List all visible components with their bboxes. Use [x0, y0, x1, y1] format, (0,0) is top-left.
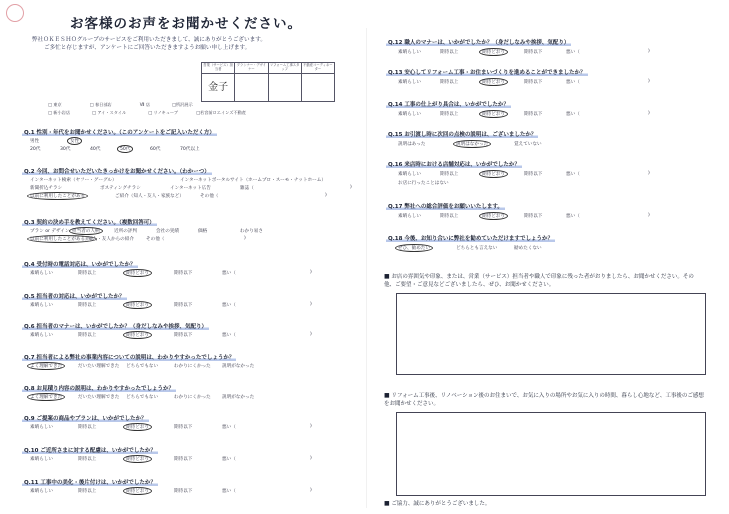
selected-answer[interactable]: 説明はなかった	[453, 140, 491, 148]
footer-thanks: ■ ご協力、誠にありがとうございました。	[384, 500, 491, 507]
answer-options	[398, 49, 650, 55]
selected-answer[interactable]: 期待どおり	[479, 78, 508, 86]
answer-option[interactable]: 期待以上	[78, 271, 97, 276]
answer-options	[30, 177, 330, 183]
answer-option[interactable]: 近所の評判	[114, 229, 137, 234]
selected-answer[interactable]: よく理解できた	[27, 362, 65, 370]
answer-option[interactable]: 悪い（	[566, 172, 580, 177]
staff-header: プランナー・デザイナー	[235, 63, 268, 73]
answer-option[interactable]: その他（	[146, 237, 165, 242]
intro-line-1: 弊社ＯＫＥＳＨＯグループのサービスをご利用いただきまして、誠にありがとうございます。	[32, 37, 266, 43]
question-label: Q.6 担当者のマナーは、いかがでしたか？（身だしなみや挨拶、気配り）	[24, 324, 208, 330]
answer-option[interactable]: 素晴らしい	[30, 333, 53, 338]
answer-option[interactable]: 期待以上	[78, 333, 97, 338]
answer-option[interactable]: 60代	[150, 147, 161, 152]
answer-option[interactable]: わかりにくかった	[174, 395, 211, 400]
answer-options	[30, 394, 270, 400]
answer-option[interactable]: 悪い（	[222, 489, 236, 494]
answer-option[interactable]: 覚えていない	[514, 142, 542, 147]
answer-option[interactable]: どちらとも言えない	[456, 246, 498, 251]
close-paren: )	[310, 302, 312, 307]
answer-option[interactable]: 期待以下	[174, 271, 193, 276]
answer-options	[30, 488, 312, 494]
selected-answer[interactable]: 期待どおり	[123, 269, 152, 277]
staff-value[interactable]	[302, 74, 334, 102]
answer-option[interactable]: だいたい理解できた	[78, 395, 120, 400]
answer-option[interactable]: 説明がなかった	[222, 364, 255, 369]
answer-options	[30, 146, 210, 152]
intro-text	[32, 36, 352, 52]
answer-option[interactable]: 期待以上	[78, 489, 97, 494]
comment-1-box[interactable]	[396, 293, 706, 375]
answer-option[interactable]: 期待以上	[440, 214, 459, 219]
answer-option[interactable]: 期待以上	[78, 425, 97, 430]
answer-option[interactable]: 説明はあった	[398, 142, 426, 147]
answer-options	[30, 185, 352, 191]
question-label: Q.12 職人のマナーは、いかがでしたか？（身だしなみや挨拶、気配り）	[388, 40, 570, 46]
answer-option[interactable]: 期待以上	[440, 112, 459, 117]
intro-line-2: ご多忙と存じますが、アンケートにご回答いただきますようお願い申し上げます。	[44, 45, 251, 51]
close-paren: )	[310, 332, 312, 337]
answer-option[interactable]: その他（	[200, 194, 219, 199]
selected-answer[interactable]: 期待どおり	[123, 455, 152, 463]
answer-option[interactable]: 価格	[198, 229, 208, 234]
answer-option[interactable]: お店に行ったことはない	[398, 181, 449, 186]
selected-answer[interactable]: 以前に利用したことがあるから	[27, 235, 97, 243]
comment-2-label: ■ リフォーム工事後、リノベーション後のお住まいで、お気に入りの場所やお気に入りの時間、暮らし心地など、工事後のご感想をお聞かせください。	[384, 392, 704, 407]
answer-option[interactable]: 素晴らしい	[30, 271, 53, 276]
answer-options	[30, 236, 246, 242]
answer-option[interactable]: 期待以上	[78, 303, 97, 308]
column-divider	[366, 28, 367, 508]
question-label: Q.4 受付時の電話対応は、いかがでしたか？	[24, 262, 136, 268]
page-title: お客様のお声をお聞かせください。	[70, 16, 302, 32]
close-paren: )	[325, 193, 327, 198]
answer-option[interactable]: 期待以上	[440, 80, 459, 85]
answer-option[interactable]: 期待以下	[174, 457, 193, 462]
staff-header: 営業（サービス）担当者	[202, 63, 235, 73]
question-label: Q.16 来店時における店舗対応は、いかがでしたか？	[388, 162, 520, 168]
selected-answer[interactable]: 期待どおり	[123, 331, 152, 339]
answer-option[interactable]: 期待以下	[174, 489, 193, 494]
answer-option[interactable]: 会社の実績	[156, 229, 179, 234]
store-check[interactable]: □ 新小岩店	[48, 109, 71, 115]
store-check[interactable]: □ リノキューブ	[148, 109, 179, 115]
store-check[interactable]: □ 春日部店	[89, 102, 112, 107]
answer-options	[30, 193, 327, 199]
store-check[interactable]: □所沢展示	[171, 102, 193, 107]
answer-option[interactable]: インターネット広告	[170, 186, 211, 191]
answer-option[interactable]: 悪い（	[222, 333, 236, 338]
store-check[interactable]: □若宮前ロエインズ不動産	[196, 109, 246, 115]
answer-options	[30, 270, 312, 276]
answer-option[interactable]: 悪い（	[566, 80, 580, 85]
answer-option[interactable]: 悪い（	[222, 457, 236, 462]
question-label: Q.11 工事中の美化・後片付けは、いかがでしたか？	[24, 480, 156, 486]
answer-options	[30, 424, 312, 430]
answer-option[interactable]: 素晴らしい	[398, 80, 421, 85]
answer-option[interactable]: 期待以上	[440, 50, 459, 55]
answer-options	[398, 141, 572, 147]
answer-option[interactable]: 期待以下	[524, 80, 543, 85]
answer-option[interactable]: インターネット検索（ヤフー・グーグル）	[30, 178, 117, 183]
answer-option[interactable]: 40代	[90, 147, 101, 152]
staff-value[interactable]	[235, 74, 268, 102]
close-paren: )	[648, 213, 650, 218]
question-label: Q.3 契約の決め手を教えてください。（複数回答可）	[24, 220, 155, 226]
answer-option[interactable]: どちらでもない	[126, 395, 159, 400]
answer-options	[30, 302, 312, 308]
answer-options	[398, 213, 650, 219]
selected-answer[interactable]: 女性	[67, 137, 82, 145]
answer-option[interactable]: 期待以下	[524, 214, 543, 219]
close-paren: )	[244, 236, 246, 241]
selected-answer[interactable]: よく理解できた	[27, 393, 65, 401]
answer-option[interactable]: 期待以下	[524, 112, 543, 117]
answer-option[interactable]: 素晴らしい	[398, 50, 421, 55]
selected-answer[interactable]: 期待どおり	[479, 170, 508, 178]
store-check[interactable]: □ 東京	[48, 102, 62, 107]
answer-option[interactable]: 素晴らしい	[398, 214, 421, 219]
answer-option[interactable]: 知人・友人からの紹介	[88, 237, 134, 242]
answer-options	[30, 332, 312, 338]
comment-2-box[interactable]	[396, 412, 706, 496]
answer-option[interactable]: 期待以下	[524, 50, 543, 55]
selected-answer[interactable]: 以前に利用したことがある	[27, 192, 88, 200]
answer-option[interactable]: 悪い（	[222, 303, 236, 308]
question-label: Q.7 担当者による弊社の事業内容についての説明は、わかりやすかったでしょうか？	[24, 355, 235, 361]
close-paren: )	[648, 171, 650, 176]
stamp-seal	[6, 4, 24, 22]
selected-answer[interactable]: 期待どおり	[123, 301, 152, 309]
staff-header: 不動産コーディネーター	[303, 63, 333, 71]
close-paren: )	[648, 111, 650, 116]
close-paren: )	[310, 456, 312, 461]
selected-answer[interactable]: ぜひ、勧めたい	[395, 244, 433, 252]
close-paren: )	[310, 488, 312, 493]
answer-options	[398, 171, 650, 177]
answer-option[interactable]: 期待以下	[174, 333, 193, 338]
question-label: Q.14 工事の仕上がり具合は、いかがでしたか？	[388, 102, 509, 108]
answer-option[interactable]: 素晴らしい	[30, 303, 53, 308]
question-label: Q.18 今後、お知り合いに弊社を勧めていただけますでしょうか？	[388, 236, 554, 242]
selected-answer[interactable]: 担当者の人柄	[69, 227, 103, 235]
selected-answer[interactable]: 期待どおり	[123, 487, 152, 495]
answer-option[interactable]: 期待以下	[174, 303, 193, 308]
answer-options	[30, 228, 282, 234]
answer-options	[398, 180, 478, 186]
selected-answer[interactable]: 50代	[117, 145, 133, 153]
answer-option[interactable]: わかり易さ	[240, 229, 263, 234]
answer-option[interactable]: プラン or デザイン	[30, 229, 70, 234]
answer-option[interactable]: 30代	[60, 147, 71, 152]
answer-options	[30, 138, 110, 144]
close-paren: )	[310, 424, 312, 429]
selected-answer[interactable]: 期待どおり	[479, 48, 508, 56]
answer-option[interactable]: 悪い（	[566, 50, 580, 55]
answer-option[interactable]: 勧めたくない	[514, 246, 542, 251]
question-label: Q.17 弊社への総合評価をお願いいたします。	[388, 204, 503, 210]
answer-options	[30, 456, 312, 462]
store-check[interactable]: □ アイ・スタイル	[92, 109, 127, 115]
question-label: Q.13 安心してリフォーム工事・お住まいづくりを進めることができましたか？	[388, 70, 586, 76]
answer-option[interactable]: 期待以上	[440, 172, 459, 177]
answer-option[interactable]: 新聞折込チラシ	[30, 186, 63, 191]
question-label: Q.10 ご近所さまに対する配慮は、いかがでしたか？	[24, 448, 156, 454]
answer-options	[30, 363, 270, 369]
answer-option[interactable]: 20代	[30, 147, 41, 152]
answer-option[interactable]: わかりにくかった	[174, 364, 211, 369]
answer-option[interactable]: 素晴らしい	[30, 457, 53, 462]
answer-option[interactable]: 期待以下	[524, 172, 543, 177]
question-label: Q.8 お見積り内容の説明は、わかりやすかったでしょうか？	[24, 386, 175, 392]
answer-option[interactable]: ご紹介（知人・友人・家族など）	[115, 194, 184, 199]
question-label: Q.5 担当者の対応は、いかがでしたか？	[24, 294, 125, 300]
answer-option[interactable]: インターネットポータルサイト（ホームプロ・スーモ・ナットホーム）	[180, 178, 326, 183]
staff-value[interactable]: 金子	[202, 74, 235, 102]
answer-option[interactable]: 雑誌（	[240, 186, 254, 191]
staff-value[interactable]	[269, 74, 302, 102]
close-paren: )	[310, 270, 312, 275]
answer-option[interactable]: 期待以上	[78, 457, 97, 462]
answer-option[interactable]: 悪い（	[566, 214, 580, 219]
answer-options	[398, 245, 572, 251]
comment-1-label: ■ お店の雰囲気や印象、または、営業（サービス）担当者や職人で印象に残った者がおりましたら、お聞かせください。その他、ご要望・ご意見などございましたら、ぜひ、お聞かせください。	[384, 273, 694, 288]
store-checklist	[48, 101, 298, 116]
answer-option[interactable]: ポスティングチラシ	[100, 186, 141, 191]
selected-answer[interactable]: 期待どおり	[479, 110, 508, 118]
question-label: Q.2 今回、お問合せいただいたきっかけをお聞かせください。（わかーつ）	[24, 169, 210, 175]
answer-option[interactable]: 悪い（	[222, 425, 236, 430]
close-paren: )	[648, 49, 650, 54]
answer-option[interactable]: 男性	[30, 139, 40, 144]
close-paren: )	[648, 79, 650, 84]
staff-header: リフォーム工事スタッフ	[269, 63, 302, 73]
answer-option[interactable]: 素晴らしい	[398, 112, 421, 117]
answer-option[interactable]: 説明がなかった	[222, 395, 255, 400]
answer-option[interactable]: 期待以下	[174, 425, 193, 430]
answer-option[interactable]: 悪い（	[222, 271, 236, 276]
answer-option[interactable]: 素晴らしい	[398, 172, 421, 177]
answer-option[interactable]: 素晴らしい	[30, 425, 53, 430]
staff-table	[201, 62, 335, 102]
answer-option[interactable]: だいたい理解できた	[78, 364, 120, 369]
question-label: Q.1 性別・年代をお聞かせください。（このアンケートをご記入いただく方）	[24, 130, 215, 136]
answer-options	[398, 111, 650, 117]
answer-option[interactable]: 悪い（	[566, 112, 580, 117]
close-paren: )	[350, 185, 352, 190]
selected-answer[interactable]: 期待どおり	[479, 212, 508, 220]
answer-option[interactable]: 素晴らしい	[30, 489, 53, 494]
question-label: Q.15 お引渡し時に次回の点検の説明は、ございましたか？	[388, 132, 537, 138]
answer-option[interactable]: どちらでもない	[126, 364, 159, 369]
selected-answer[interactable]: 期待どおり	[123, 423, 152, 431]
answer-options	[398, 79, 650, 85]
answer-option[interactable]: 70代以上	[180, 147, 200, 152]
store-check[interactable]: Ⅶ 店	[139, 102, 150, 107]
question-label: Q.9 ご提案の商品やプランは、いかがでしたか？	[24, 416, 147, 422]
